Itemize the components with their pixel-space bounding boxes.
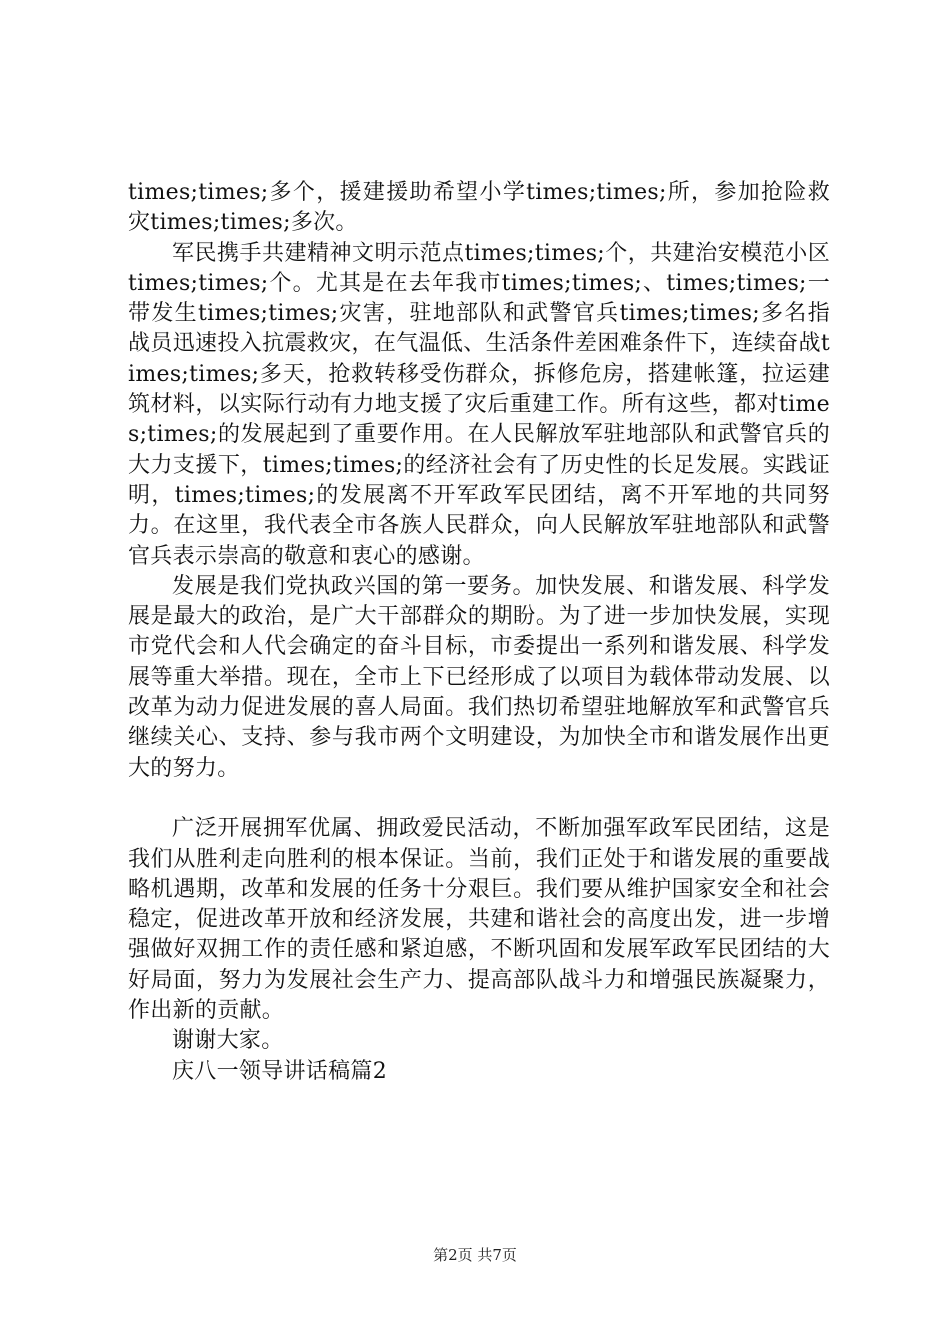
paragraph-continuation: times;times;多个，援建援助希望小学times;times;所，参加抢险救灾times;times;多次。 [128,180,830,236]
paragraph-military-civilian: 军民携手共建精神文明示范点times;times;个，共建治安模范小区times;times;个。尤其是在去年我市times;times;、times;times;一带发生times;times;灾害，驻地部队和武警官兵times;times;多名指战员迅速投入抗震救灾，在气温低、生活条件差困难条件下，连续奋战times;times;多天，抢救转移受伤群众，拆修危房，搭建帐篷，拉运建筑材料，以实际行动有力地支援了灾后重建工作。所有这些，都对times;times;的发展起到了重要作用。在人民解放军驻地部队和武警官兵的大力支援下，times;times;的经济社会有了历史性的长足发展。实践证明，times;times;的发展离不开军政军民团结，离不开军地的共同努力。在这里，我代表全市各族人民群众，向人民解放军驻地部队和武警官兵表示崇高的敬意和衷心的感谢。 [128,240,830,569]
page-footer: 第2页 共7页 [433,1246,517,1264]
paragraph-thanks: 谢谢大家。 [172,1028,284,1054]
paragraph-unity: 广泛开展拥军优属、拥政爱民活动，不断加强军政军民团结，这是我们从胜利走向胜利的根本保证。当前，我们正处于和谐发展的重要战略机遇期，改革和发展的任务十分艰巨。我们要从维护国家安全和社会稳定，促进改革开放和经济发展，共建和谐社会的高度出发，进一步增强做好双拥工作的责任感和紧迫感，不断巩固和发展军政军民团结的大好局面，努力为发展社会生产力、提高部队战斗力和增强民族凝聚力，作出新的贡献。 [128,816,830,1024]
paragraph-development: 发展是我们党执政兴国的第一要务。加快发展、和谐发展、科学发展是最大的政治，是广大干部群众的期盼。为了进一步加快发展，实现市党代会和人代会确定的奋斗目标，市委提出一系列和谐发展、科学发展等重大举措。现在，全市上下已经形成了以项目为载体带动发展、以改革为动力促进发展的喜人局面。我们热切希望驻地解放军和武警官兵继续关心、支持、参与我市两个文明建设，为加快全市和谐发展作出更大的努力。 [128,573,830,781]
section-heading: 庆八一领导讲话稿篇2 [172,1058,387,1084]
body-text [128,178,830,1087]
